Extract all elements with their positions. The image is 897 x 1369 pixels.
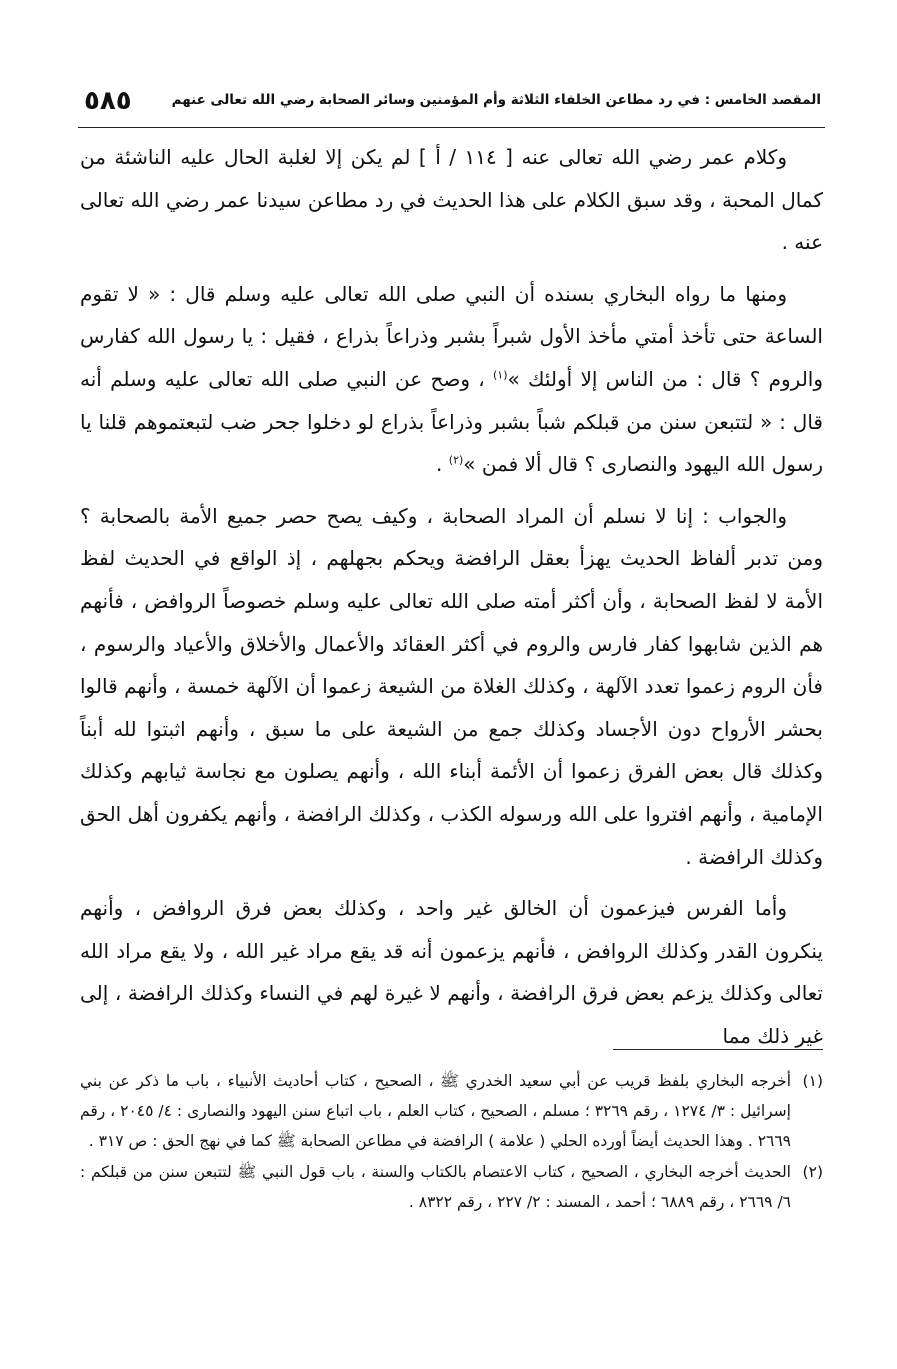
header-divider	[78, 127, 825, 128]
page-header	[78, 86, 825, 126]
footnote-divider	[613, 1049, 823, 1050]
footnote-text: أخرجه البخاري بلفظ قريب عن أبي سعيد الخدري ﷺ ، الصحيح ، كتاب أحاديث الأنبياء ، باب ما ذكر عن بني إسرائيل : ٣/ ١٢٧٤ ، رقم ٣٢٦٩ ؛ مسلم ، الصحيح ، كتاب العلم ، باب اتباع سنن اليهود والنصارى : ٤/ ٢٠٤٥ ، رقم ٢٦٦٩ . وهذا الحديث أيضاً أورده الحلي ( علامة ) الرافضة في مطاعن الصحابة ﷺ كما في نهج الحق : ص ٣١٧ .	[80, 1072, 791, 1151]
paragraph-part: ، وصح عن النبي صلى الله تعالى عليه وسلم أنه قال : « لتتبعن سنن من قبلكم شباً بشبر وذراعاً بذراع لو دخلوا جحر ضب لتبعتموهم قلنا يا رسول الله اليهود والنصارى ؟ قال ألا فمن »	[80, 366, 823, 477]
footnote-item	[80, 1157, 823, 1217]
paragraph	[80, 273, 823, 486]
footnote-item	[80, 1066, 823, 1157]
footnote-reference[interactable]: (١)	[492, 368, 508, 382]
paragraph-part: ومنها ما رواه البخاري بسنده أن النبي صلى الله تعالى عليه وسلم قال : « لا تقوم الساعة حتى تأخذ أمتي مأخذ الأول شبراً بشبر وذراعاً بذراع ، فقيل : يا رسول الله كفارس والروم ؟ قال : من الناس إلا أولئك »	[80, 281, 824, 391]
footnote-reference[interactable]: (٢)	[448, 453, 464, 467]
footnote-text: الحديث أخرجه البخاري ، الصحيح ، كتاب الاعتصام بالكتاب والسنة ، باب قول النبي ﷺ لتتبعن سنن من قبلكم : ٦/ ٢٦٦٩ ، رقم ٦٨٨٩ ؛ أحمد ، المسند : ٢/ ٢٢٧ ، رقم ٨٣٢٢ .	[80, 1162, 791, 1211]
footnote-number: (١)	[802, 1072, 823, 1090]
running-head: المقصد الخامس : في رد مطاعن الخلفاء الثلاثة وأم المؤمنين وسائر الصحابة رضي الله تعالى عنهم	[171, 92, 821, 108]
footnote-number: (٢)	[802, 1162, 823, 1181]
paragraph: والجواب : إنا لا نسلم أن المراد الصحابة ، وكيف يصح حصر جميع الأمة بالصحابة ؟ ومن تدبر ألفاظ الحديث يهزأ بعقل الرافضة ويحكم بجهلهم ، إذ الواقع في الحديث لفظ الأمة لا لفظ الصحابة ، وأن أكثر أمته صلى الله تعالى عليه وسلم خصوصاً الروافض ، فأنهم هم الذين شابهوا كفار فارس والروم في أكثر العقائد والأعمال والأخلاق والأعياد والرسوم ، فأن الروم زعموا تعدد الآلهة ، وكذلك الغلاة من الشيعة زعموا أن الآلهة خمسة ، وأنهم قالوا بحشر الأرواح دون الأجساد وكذلك جمع من الشيعة على ما سبق ، وأنهم اثبتوا لله أبناً وكذلك قال بعض الفرق زعموا أن الأئمة أبناء الله ، وأنهم يصلون مع نجاسة ثيابهم وكذلك الإمامية ، وأنهم افتروا على الله ورسوله الكذب ، وكذلك الرافضة ، وأنهم يكفرون أهل الحق وكذلك الرافضة .	[80, 503, 823, 869]
paragraph: وأما الفرس فيزعمون أن الخالق غير واحد ، وكذلك بعض فرق الروافض ، وأنهم ينكرون القدر وكذلك الروافض ، فأنهم يزعمون أنه قد يقع مراد غير الله ، ولا يقع مراد الله تعالى وكذلك يزعم بعض فرق الرافضة ، وأنهم لا غيرة لهم في النساء وكذلك الرافضة ، إلى غير ذلك مما	[80, 896, 823, 1048]
footnotes	[80, 1066, 823, 1217]
paragraph: وكلام عمر رضي الله تعالى عنه [ ١١٤ / أ ] لم يكن إلا لغلبة الحال عليه الناشئة من كمال المحبة ، وقد سبق الكلام على هذا الحديث في رد مطاعن سيدنا عمر رضي الله تعالى عنه .	[80, 145, 823, 255]
page-number: ٥٨٥	[84, 86, 132, 116]
paragraph-part: .	[436, 452, 443, 477]
main-text	[80, 136, 823, 1066]
